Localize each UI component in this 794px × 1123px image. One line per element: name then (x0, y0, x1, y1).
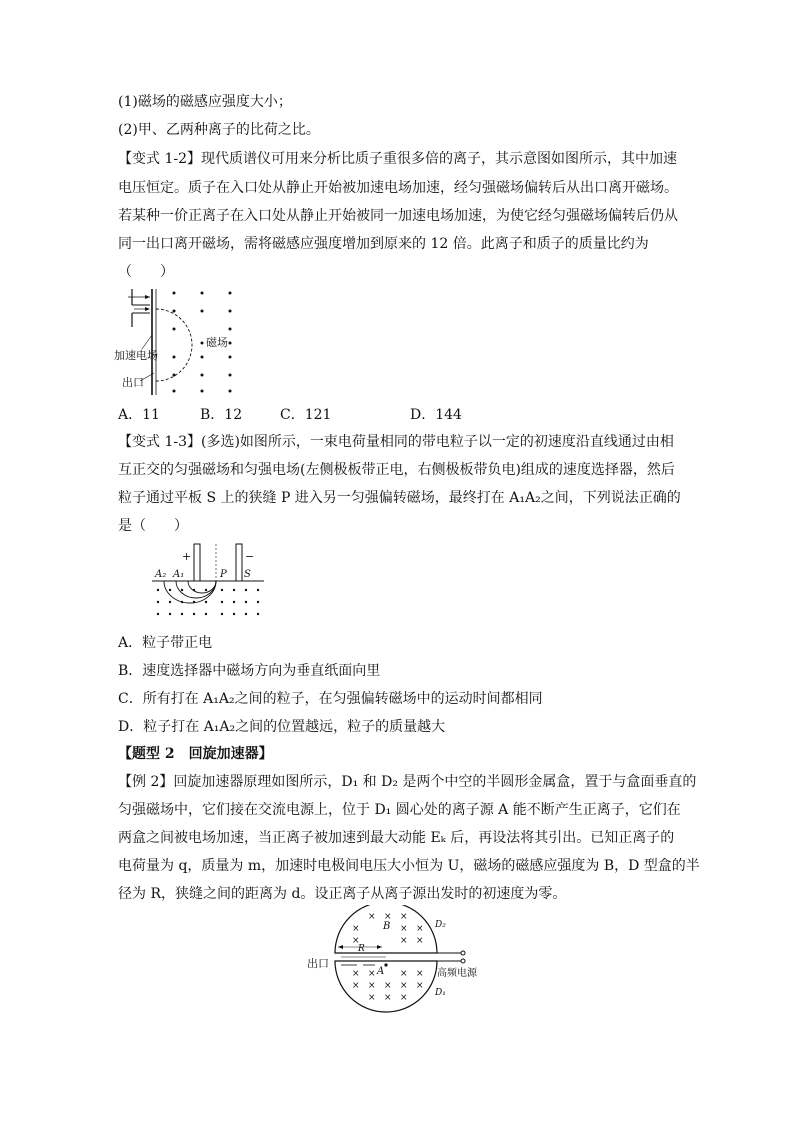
svg-text:×: × (384, 981, 392, 991)
v12-option-a: A．11 (118, 407, 160, 423)
fig1-label-accel: 加速电场 (114, 349, 158, 362)
fig2-label-s: S (244, 569, 251, 580)
v12-option-b: B．12 (200, 407, 243, 423)
svg-text:×: × (416, 981, 424, 991)
svg-text:×: × (400, 969, 408, 979)
v12-line-2: 电压恒定。质子在入口处从静止开始被加速电场加速，经匀强磁场偏转后从出口离开磁场。 (118, 180, 678, 196)
ex2-line-3: 两盒之间被电场加速，当正离子被加速到最大动能 Eₖ 后，再设法将其引出。已知正离子的 (118, 830, 675, 846)
v12-option-c: C．121 (280, 407, 332, 423)
v13-line-4: 是（ ） (118, 518, 188, 534)
ex2-line-1: 【例 2】回旋加速器原理如图所示，D₁ 和 D₂ 是两个中空的半圆形金属盒，置于与盒面垂直的 (118, 774, 697, 790)
svg-text:×: × (400, 936, 408, 946)
topic2-heading: 【题型 2 回旋加速器】 (118, 746, 273, 762)
fig1-label-field: 磁场 (206, 336, 228, 349)
ex2-line-5: 径为 R，狭缝之间的距离为 d。设正离子从离子源出发时的初速度为零。 (118, 886, 567, 902)
v13-option-b: B．速度选择器中磁场方向为垂直纸面向里 (118, 663, 381, 679)
v12-line-4: 同一出口离开磁场，需将磁感应强度增加到原来的 12 倍。此离子和质子的质量比约为 (118, 236, 649, 252)
ex11-question-2: (2)甲、乙两种离子的比荷之比。 (118, 122, 320, 138)
svg-text:×: × (416, 969, 424, 979)
svg-text:×: × (400, 912, 408, 922)
cyclotron-figure (305, 905, 505, 1017)
v12-options (118, 406, 688, 424)
fig2-label-p: P (220, 569, 227, 580)
svg-text:×: × (368, 912, 376, 922)
fig3-label-d2: D₂ (435, 920, 446, 930)
fig3-label-exit: 出口 (307, 957, 329, 970)
svg-text:×: × (352, 969, 360, 979)
fig2-minus-sign: − (245, 550, 255, 563)
svg-text:×: × (400, 993, 408, 1003)
v13-option-a: A．粒子带正电 (118, 635, 213, 651)
fig2-plus-sign: + (182, 550, 192, 563)
v13-line-2: 互正交的匀强磁场和匀强电场(左侧极板带正电，右侧极板带负电)组成的速度选择器，然后 (118, 462, 675, 478)
ex2-line-2: 匀强磁场中，它们接在交流电源上，位于 D₁ 圆心处的离子源 A 能不断产生正离子，它们在 (118, 802, 681, 818)
v13-line-1: 【变式 1-3】(多选)如图所示，一束电荷量相同的带电粒子以一定的初速度沿直线通过由相 (118, 434, 674, 450)
v13-option-c: C．所有打在 A₁A₂之间的粒子，在匀强偏转磁场中的运动时间都相同 (118, 691, 543, 707)
v12-option-d: D．144 (410, 407, 462, 423)
v12-line-3: 若某种一价正离子在入口处从静止开始被同一加速电场加速，为使它经匀强磁场偏转后仍从 (118, 208, 678, 224)
svg-text:×: × (368, 981, 376, 991)
fig3-label-d1: D₁ (435, 988, 446, 998)
svg-text:×: × (416, 936, 424, 946)
svg-text:×: × (384, 912, 392, 922)
ex11-question-1: (1)磁场的磁感应强度大小； (118, 94, 292, 110)
svg-text:×: × (384, 993, 392, 1003)
fig1-label-exit: 出口 (122, 376, 144, 389)
svg-text:×: × (352, 924, 360, 934)
fig3-label-r: R (358, 944, 365, 954)
svg-text:×: × (368, 993, 376, 1003)
svg-text:×: × (368, 969, 376, 979)
v13-option-d: D．粒子打在 A₁A₂之间的位置越远，粒子的质量越大 (118, 719, 446, 735)
svg-text:×: × (352, 936, 360, 946)
fig3-label-a: A (377, 966, 385, 977)
v12-line-1: 【变式 1-2】现代质谱仪可用来分析比质子重很多倍的离子，其示意图如图所示，其中加速 (118, 151, 677, 167)
v12-line-5: （ ） (118, 264, 174, 280)
svg-text:×: × (400, 981, 408, 991)
svg-text:×: × (400, 924, 408, 934)
mass-spectrometer-figure (112, 285, 252, 400)
fig3-label-b: B (383, 921, 391, 932)
velocity-selector-figure (148, 542, 268, 622)
svg-text:×: × (352, 981, 360, 991)
fig3-label-source: 高频电源 (437, 968, 477, 979)
ex2-line-4: 电荷量为 q，质量为 m，加速时电极间电压大小恒为 U，磁场的磁感应强度为 B，D 型盒的半 (118, 858, 700, 874)
v13-line-3: 粒子通过平板 S 上的狭缝 P 进入另一匀强偏转磁场，最终打在 A₁A₂之间，下列说法正确的 (118, 490, 681, 506)
svg-text:×: × (416, 924, 424, 934)
fig2-label-a2: A₂ (155, 569, 167, 580)
fig2-label-a1: A₁ (173, 569, 185, 580)
